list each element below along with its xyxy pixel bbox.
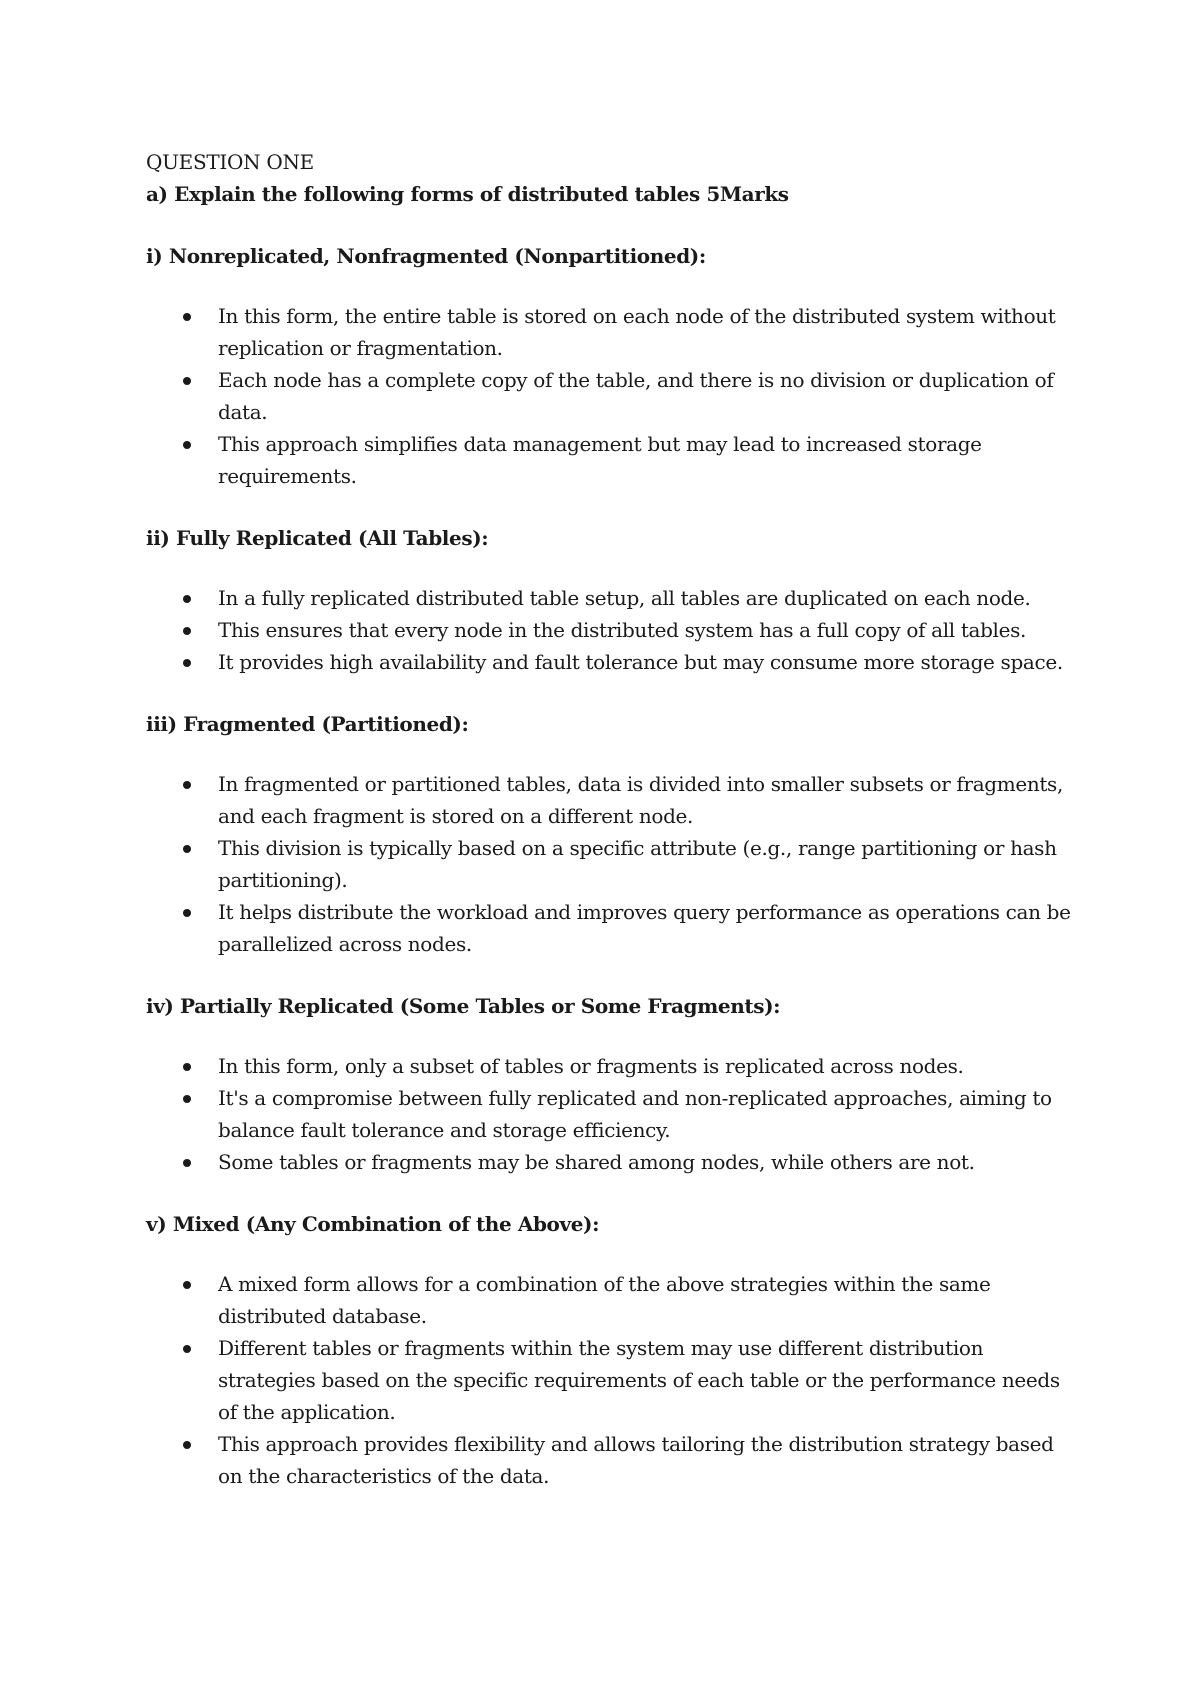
bullet-icon <box>183 377 191 385</box>
list-item <box>146 1332 1076 1428</box>
section-title: ii) Fully Replicated (All Tables): <box>146 526 489 550</box>
bullet-icon <box>183 1063 191 1071</box>
section-nonreplicated <box>146 240 1076 492</box>
section-title: i) Nonreplicated, Nonfragmented (Nonpartitioned): <box>146 244 706 268</box>
list-item <box>146 364 1076 428</box>
bullet-icon <box>183 627 191 635</box>
bullet-text: Each node has a complete copy of the table, and there is no division or duplication of data. <box>218 368 1054 424</box>
list-item <box>146 896 1076 960</box>
list-item <box>146 1050 1076 1082</box>
bullet-text: Different tables or fragments within the system may use different distribution strategies based on the specific requirements of each table or the performance needs of the application. <box>218 1336 1060 1424</box>
bullet-list <box>146 300 1076 492</box>
list-item <box>146 582 1076 614</box>
section-fragmented <box>146 708 1076 960</box>
bullet-icon <box>183 845 191 853</box>
bullet-icon <box>183 1281 191 1289</box>
bullet-text: It provides high availability and fault tolerance but may consume more storage space. <box>218 650 1063 674</box>
bullet-text: This division is typically based on a specific attribute (e.g., range partitioning or hash partitioning). <box>218 836 1057 892</box>
bullet-text: In a fully replicated distributed table setup, all tables are duplicated on each node. <box>218 586 1031 610</box>
bullet-text: In this form, only a subset of tables or fragments is replicated across nodes. <box>218 1054 964 1078</box>
section-partially-replicated <box>146 990 1076 1178</box>
bullet-icon <box>183 659 191 667</box>
bullet-icon <box>183 1441 191 1449</box>
bullet-text: It's a compromise between fully replicated and non-replicated approaches, aiming to balance fault tolerance and storage efficiency. <box>218 1086 1052 1142</box>
list-item <box>146 646 1076 678</box>
bullet-icon <box>183 1095 191 1103</box>
bullet-text: This ensures that every node in the distributed system has a full copy of all tables. <box>218 618 1026 642</box>
list-item <box>146 768 1076 832</box>
list-item <box>146 428 1076 492</box>
section-mixed <box>146 1208 1076 1492</box>
bullet-list <box>146 1050 1076 1178</box>
section-title: iv) Partially Replicated (Some Tables or Some Fragments): <box>146 994 781 1018</box>
bullet-text: This approach simplifies data management but may lead to increased storage requirements. <box>218 432 982 488</box>
bullet-text: Some tables or fragments may be shared among nodes, while others are not. <box>218 1150 975 1174</box>
bullet-icon <box>183 313 191 321</box>
document-title: QUESTION ONE <box>146 150 314 174</box>
bullet-text: In fragmented or partitioned tables, data is divided into smaller subsets or fragments, and each fragment is stored on a different node. <box>218 772 1063 828</box>
bullet-icon <box>183 1159 191 1167</box>
bullet-list <box>146 1268 1076 1492</box>
question-prompt: a) Explain the following forms of distributed tables 5Marks <box>146 182 789 206</box>
list-item <box>146 1428 1076 1492</box>
list-item <box>146 614 1076 646</box>
bullet-text: A mixed form allows for a combination of the above strategies within the same distributed database. <box>218 1272 991 1328</box>
list-item <box>146 300 1076 364</box>
list-item <box>146 1268 1076 1332</box>
list-item <box>146 832 1076 896</box>
bullet-icon <box>183 441 191 449</box>
section-title: iii) Fragmented (Partitioned): <box>146 712 469 736</box>
bullet-list <box>146 768 1076 960</box>
bullet-text: This approach provides flexibility and allows tailoring the distribution strategy based on the characteristics of the data. <box>218 1432 1054 1488</box>
section-title: v) Mixed (Any Combination of the Above): <box>146 1212 600 1236</box>
document-page <box>146 146 1076 1492</box>
bullet-icon <box>183 1345 191 1353</box>
bullet-icon <box>183 909 191 917</box>
section-fully-replicated <box>146 522 1076 678</box>
list-item <box>146 1082 1076 1146</box>
bullet-text: In this form, the entire table is stored on each node of the distributed system without replication or fragmentation. <box>218 304 1056 360</box>
list-item <box>146 1146 1076 1178</box>
bullet-icon <box>183 781 191 789</box>
bullet-icon <box>183 595 191 603</box>
bullet-text: It helps distribute the workload and improves query performance as operations can be parallelized across nodes. <box>218 900 1071 956</box>
bullet-list <box>146 582 1076 678</box>
